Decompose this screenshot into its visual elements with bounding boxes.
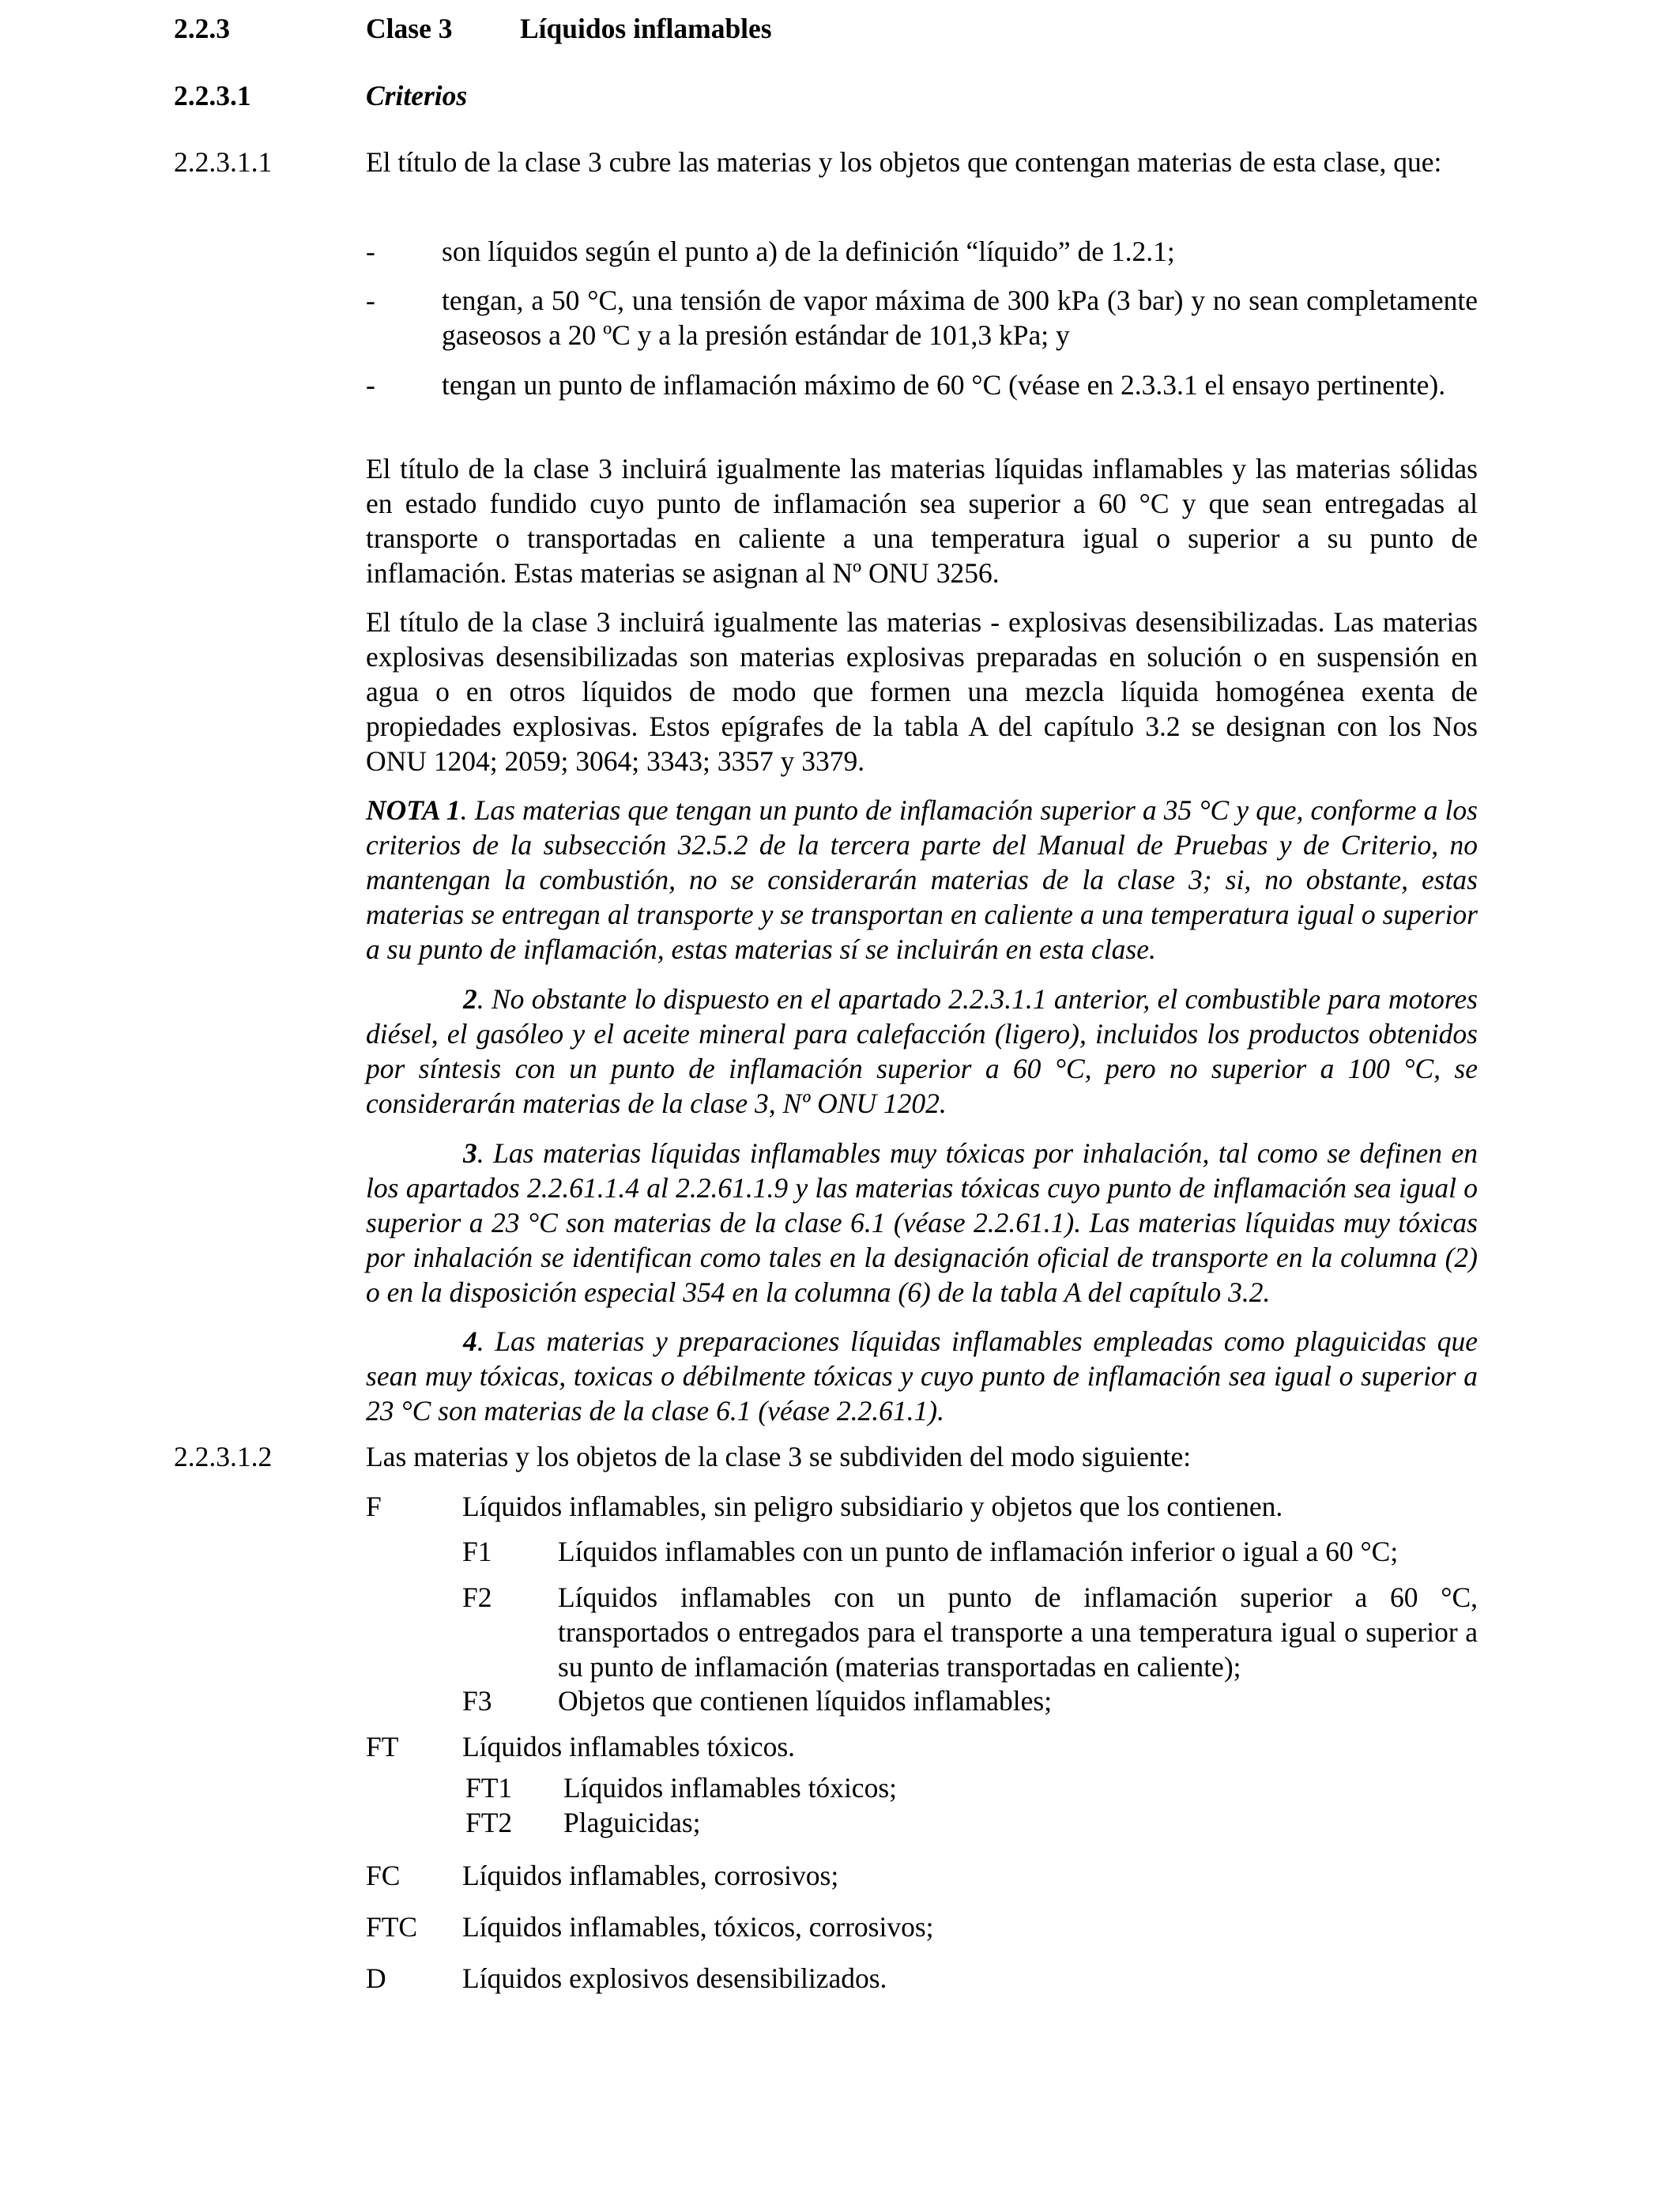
note-text: . Las materias líquidas inflamables muy tóxicas por inhalación, tal como se definen en los apartados 2.2.61.1.4 al 2.2.61.1.9 y las materias tóxicas cuyo punto de inflamación sea igual o superior a 23 °C son materias de la clase 6.1 (véase 2.2.61.1). Las materias líquidas muy tóxicas por inhalación se identifican como tales en la designación oficial de transporte en la columna (2) o en la disposición especial 354 en la columna (6) de la tabla A del capítulo 3.2. xyxy=(366,1137,1478,1308)
code-FTC: FTC xyxy=(366,1911,418,1943)
code-F2-text: Líquidos inflamables con un punto de inflamación superior a 60 °C, transportados o entregados para el transporte a una temperatura igual o superior a su punto de inflamación (materias transportadas en caliente); xyxy=(558,1581,1478,1683)
code-F: F xyxy=(366,1491,382,1522)
note-label: 3 xyxy=(463,1137,477,1169)
code-FT2: FT2 xyxy=(465,1807,513,1838)
code-F1: F1 xyxy=(462,1536,492,1567)
code-F-text: Líquidos inflamables, sin peligro subsidiario y objetos que los contienen. xyxy=(462,1491,1283,1522)
subsection-title: Criterios xyxy=(366,80,468,111)
code-FTC-text: Líquidos inflamables, tóxicos, corrosivos; xyxy=(462,1911,934,1943)
section-number: 2.2.3 xyxy=(174,13,230,44)
subsection-number: 2.2.3.1 xyxy=(174,80,251,111)
paragraph-number-text: 2.2.3.1.2 xyxy=(174,1441,273,1472)
note-text: . No obstante lo dispuesto en el apartado 2.2.3.1.1 anterior, el combustible para motores diésel, el gasóleo y el aceite mineral para calefacción (ligero), incluidos los productos obtenidos por síntesis con un punto de inflamación superior a 60 °C, pero no superior a 100 °C, se considerarán materias de la clase 3, Nº ONU 1202. xyxy=(366,983,1478,1119)
code-FT1-text: Líquidos inflamables tóxicos; xyxy=(563,1772,897,1804)
paragraph-intro: Las materias y los objetos de la clase 3 se subdividen del modo siguiente: xyxy=(366,1441,1192,1472)
code-FT: FT xyxy=(366,1731,399,1762)
code-FT1: FT1 xyxy=(465,1772,513,1804)
code-FC: FC xyxy=(366,1860,401,1891)
note-label: 2 xyxy=(463,983,477,1015)
bullet-dash: - xyxy=(366,285,375,316)
code-F3-text: Objetos que contienen líquidos inflamables; xyxy=(558,1685,1053,1717)
class-label: Clase 3 xyxy=(366,13,453,44)
code-F1-text: Líquidos inflamables con un punto de inflamación inferior o igual a 60 °C; xyxy=(558,1536,1399,1567)
code-FC-text: Líquidos inflamables, corrosivos; xyxy=(462,1860,839,1891)
code-FT-text: Líquidos inflamables tóxicos. xyxy=(462,1731,796,1762)
note-text: . Las materias y preparaciones líquidas inflamables empleadas como plaguicidas que sean muy tóxicas, toxicas o débilmente tóxicas y cuyo punto de inflamación sea igual o superior a 23 °C son materias de la clase 6.1 (véase 2.2.61.1). xyxy=(366,1325,1478,1427)
bullet-item: son líquidos según el punto a) de la definición “líquido” de 1.2.1; xyxy=(442,236,1175,267)
bullet-item: tengan un punto de inflamación máximo de 60 °C (véase en 2.3.3.1 el ensayo pertinente). xyxy=(442,369,1446,401)
paragraph: El título de la clase 3 incluirá igualmente las materias - explosivas desensibilizadas. Las materias explosivas desensibilizadas son materias explosivas preparadas en solución o en suspensión en agua o en otros líquidos de modo que formen una mezcla líquida homogénea exenta de propiedades explosivas. Estos epígrafes de la tabla A del capítulo 3.2 se designan con los Nos ONU 1204; 2059; 3064; 3343; 3357 y 3379. xyxy=(366,606,1478,777)
bullet-dash: - xyxy=(366,369,375,401)
code-F3: F3 xyxy=(462,1685,492,1717)
code-F2: F2 xyxy=(462,1581,492,1613)
note-3 xyxy=(366,1136,1478,1310)
bullet-dash: - xyxy=(366,236,375,267)
note-text: . Las materias que tengan un punto de inflamación superior a 35 °C y que, conforme a los criterios de la subsección 32.5.2 de la tercera parte del Manual de Pruebas y de Criterio, no mantengan la combustión, no se considerarán materias de la clase 3; si, no obstante, estas materias se entregan al transporte y se transportan en caliente a una temperatura igual o superior a su punto de inflamación, estas materias sí se incluirán en esta clase. xyxy=(366,794,1478,965)
section-title: Líquidos inflamables xyxy=(520,13,772,44)
paragraph-number-text: 2.2.3.1.1 xyxy=(174,146,273,178)
note-label: 4 xyxy=(463,1325,477,1357)
paragraph-intro: El título de la clase 3 cubre las materias y los objetos que contengan materias de esta clase, que: xyxy=(366,146,1442,178)
code-D: D xyxy=(366,1962,386,1994)
paragraph: El título de la clase 3 incluirá igualmente las materias líquidas inflamables y las materias sólidas en estado fundido cuyo punto de inflamación sea superior a 60 °C y que sean entregadas al transporte o transportadas en caliente a una temperatura igual o superior a su punto de inflamación. Estas materias se asignan al Nº ONU 3256. xyxy=(366,453,1478,589)
code-FT2-text: Plaguicidas; xyxy=(563,1807,701,1838)
note-label: NOTA 1 xyxy=(366,794,461,826)
note-4 xyxy=(366,1324,1478,1428)
code-D-text: Líquidos explosivos desensibilizados. xyxy=(462,1962,887,1994)
bullet-item: tengan, a 50 °C, una tensión de vapor máxima de 300 kPa (3 bar) y no sean completamente gaseosos a 20 ºC y a la presión estándar de 101,3 kPa; y xyxy=(442,285,1478,351)
note-2 xyxy=(366,982,1478,1121)
note-1 xyxy=(366,793,1478,967)
